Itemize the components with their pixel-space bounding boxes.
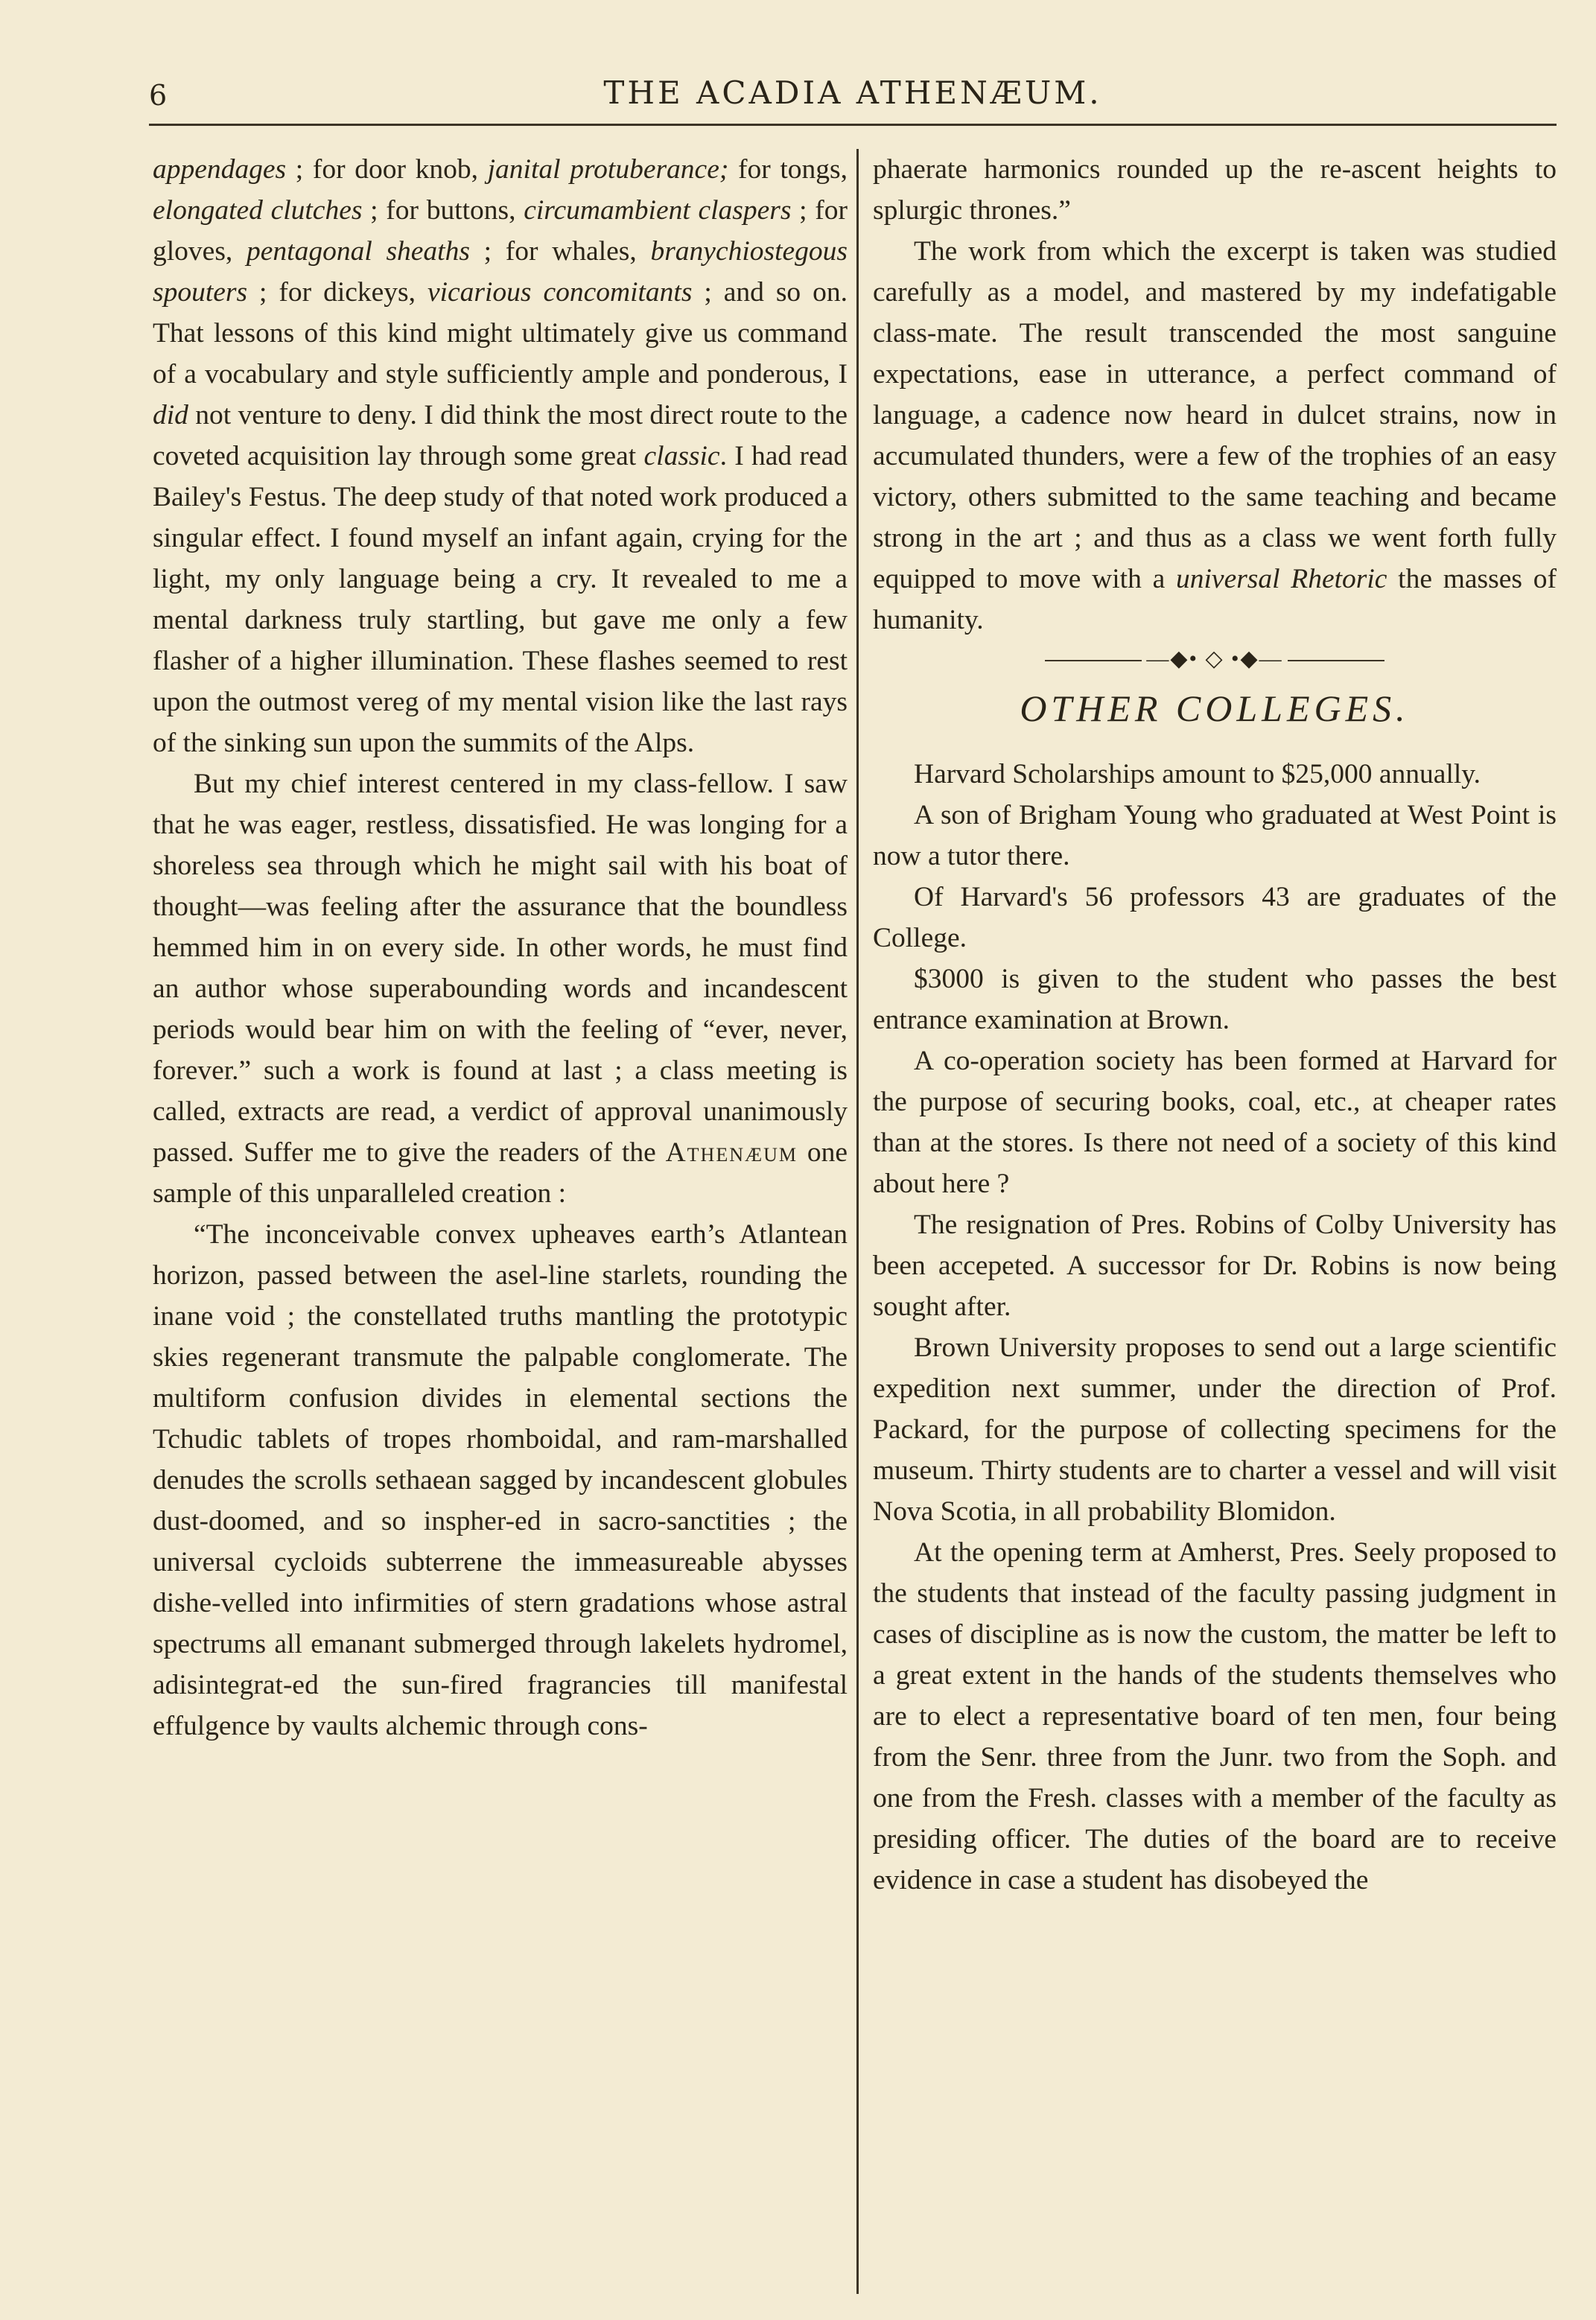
word-did: did: [153, 400, 188, 430]
text-run: not venture to deny. I did think the most direct route to the coveted acquisition lay through some great: [153, 400, 848, 471]
running-title: THE ACADIA ATHENÆUM.: [603, 74, 1102, 111]
news-item: Of Harvard's 56 professors 43 are graduates of the College.: [873, 882, 1557, 953]
phrase-universal-rhetoric: universal Rhetoric: [1176, 564, 1387, 594]
news-item: Brown University proposes to send out a large scientific expedition next summer, under the direction of Prof. Packard, for the purpose of collecting specimens for the museum. Thirty students are to charter a vessel and will visit Nova Scotia, in all probability Blomidon.: [873, 1332, 1557, 1527]
news-item: A co-operation society has been formed at Harvard for the purpose of securing books, coal, etc., at cheaper rates than at the stores. Is there not need of a society of this kind about here ?: [873, 1046, 1557, 1199]
page-number: 6: [149, 79, 168, 112]
phrase-vicarious: vicarious concomitants: [427, 277, 693, 308]
text-run: ; for whales,: [469, 236, 651, 267]
left-column: [153, 149, 848, 1747]
page-header: [149, 74, 1557, 119]
text-run: ; and so on. That lessons of this kind might ultimately give us command of a vocabulary and style sufficiently ample and ponderous, I: [153, 277, 848, 390]
ornament-glyphs: —◆• ◇ •◆—: [1146, 646, 1283, 671]
text-run: the masses of humanity.: [873, 564, 1557, 635]
text-run: one sample of this unparalleled creation :: [153, 1137, 848, 1209]
section-title: OTHER COLLEGES.: [1020, 687, 1410, 729]
text-run: The work from which the excerpt is taken was studied carefully as a model, and mastered by my indefatigable class-mate. The result transcended the most sanguine expectations, ease in utterance, a perfect command of language, a cadence now heard in dulcet strains, now in accumulated thunders, were a few of the trophies of an easy victory, others submitted to the same teaching and became strong in the art ; and thus as a class we went forth fully equipped to move with a: [873, 236, 1557, 594]
ornament-line: [1045, 660, 1142, 661]
phrase-elongated: elongated clutches: [153, 195, 363, 226]
phrase-appendages: appendages: [153, 154, 287, 185]
ornament-line: [1288, 660, 1384, 661]
text-run: ; for door knob,: [286, 154, 488, 185]
paragraph-classfellow: [153, 763, 848, 1214]
phrase-janital: janital protuberance;: [487, 154, 729, 185]
text-run: for tongs,: [728, 154, 848, 185]
phrase-circumambient: circumambient claspers: [524, 195, 792, 226]
paragraph-result: [873, 231, 1557, 641]
news-item: A son of Brigham Young who graduated at West Point is now a tutor there.: [873, 800, 1557, 871]
news-item: $3000 is given to the student who passes the best entrance examination at Brown.: [873, 964, 1557, 1035]
text-run: ; for dickeys,: [247, 277, 427, 308]
header-rule: [149, 124, 1557, 126]
news-item: The resignation of Pres. Robins of Colby University has been accepeted. A successor for Dr. Robins is now being sought after.: [873, 1210, 1557, 1322]
phrase-pentagonal: pentagonal sheaths: [247, 236, 470, 267]
column-divider: [856, 149, 859, 2294]
paragraph-quotation-end: phaerate harmonics rounded up the re-ascent heights to splurgic thrones.”: [873, 154, 1557, 226]
paragraph-quotation: “The inconceivable convex upheaves earth’s Atlantean horizon, passed between the asel-line starlets, rounding the inane void ; the constellated truths mantling the prototypic skies regenerant transmute the palpable conglomerate. The multiform confusion divides in elemental sections the Tchudic tablets of tropes rhomboidal, and ram-marshalled denudes the scrolls sethaean sagged by incandescent globules dust-doomed, and so inspher-ed in sacro-sanctities ; the universal cycloids subterrene the immeasureable abysses dishe-velled into infirmities of stern gradations whose astral spectrums all emanant submerged through lakelets hydromel, adisintegrat-ed the sun-fired fragrancies till manifestal effulgence by vaults alchemic through cons-: [153, 1219, 848, 1741]
text-run: ; for buttons,: [362, 195, 524, 226]
text-run: But my chief interest centered in my class-fellow. I saw that he was eager, restless, dissatisfied. He was longing for a shoreless sea through which he might sail with his boat of thought—was feeling after the assurance that the boundless hemmed him in on every side. In other words, he must find an author whose superabounding words and incandescent periods would bear him on with the feeling of “ever, never, forever.” such a work is found at last ; a class meeting is called, extracts are read, a verdict of approval unanimously passed. Suffer me to give the readers of the: [153, 769, 848, 1168]
paragraph-vocabulary: [153, 149, 848, 763]
news-item: Harvard Scholarships amount to $25,000 annually.: [914, 759, 1481, 789]
text-run: ; for gloves,: [153, 195, 848, 267]
phrase-branychiostegous: branychiostegous spouters: [153, 236, 848, 308]
news-item: At the opening term at Amherst, Pres. Seely proposed to the students that instead of the faculty passing judgment in cases of discipline as is now the custom, the matter be left to a great extent in the hands of the students themselves who are to elect a representative board of ten men, four being from the Senr. three from the Junr. two from the Soph. and one from the Fresh. classes with a member of the faculty as presiding officer. The duties of the board are to receive evidence in case a student has disobeyed the: [873, 1537, 1557, 1895]
text-run: . I had read Bailey's Festus. The deep study of that noted work produced a singular effect. I found myself an infant again, crying for the light, my only language being a cry. It revealed to me a mental darkness truly startling, but gave me only a few flasher of a higher illumination. These flashes seemed to rest upon the outmost vereg of my mental vision like the last rays of the sinking sun upon the summits of the Alps.: [153, 441, 848, 758]
right-column: [873, 149, 1557, 1901]
word-athenaeum: Athenæum: [665, 1137, 798, 1168]
section-ornament: [873, 641, 1557, 678]
word-classic: classic: [643, 441, 720, 471]
